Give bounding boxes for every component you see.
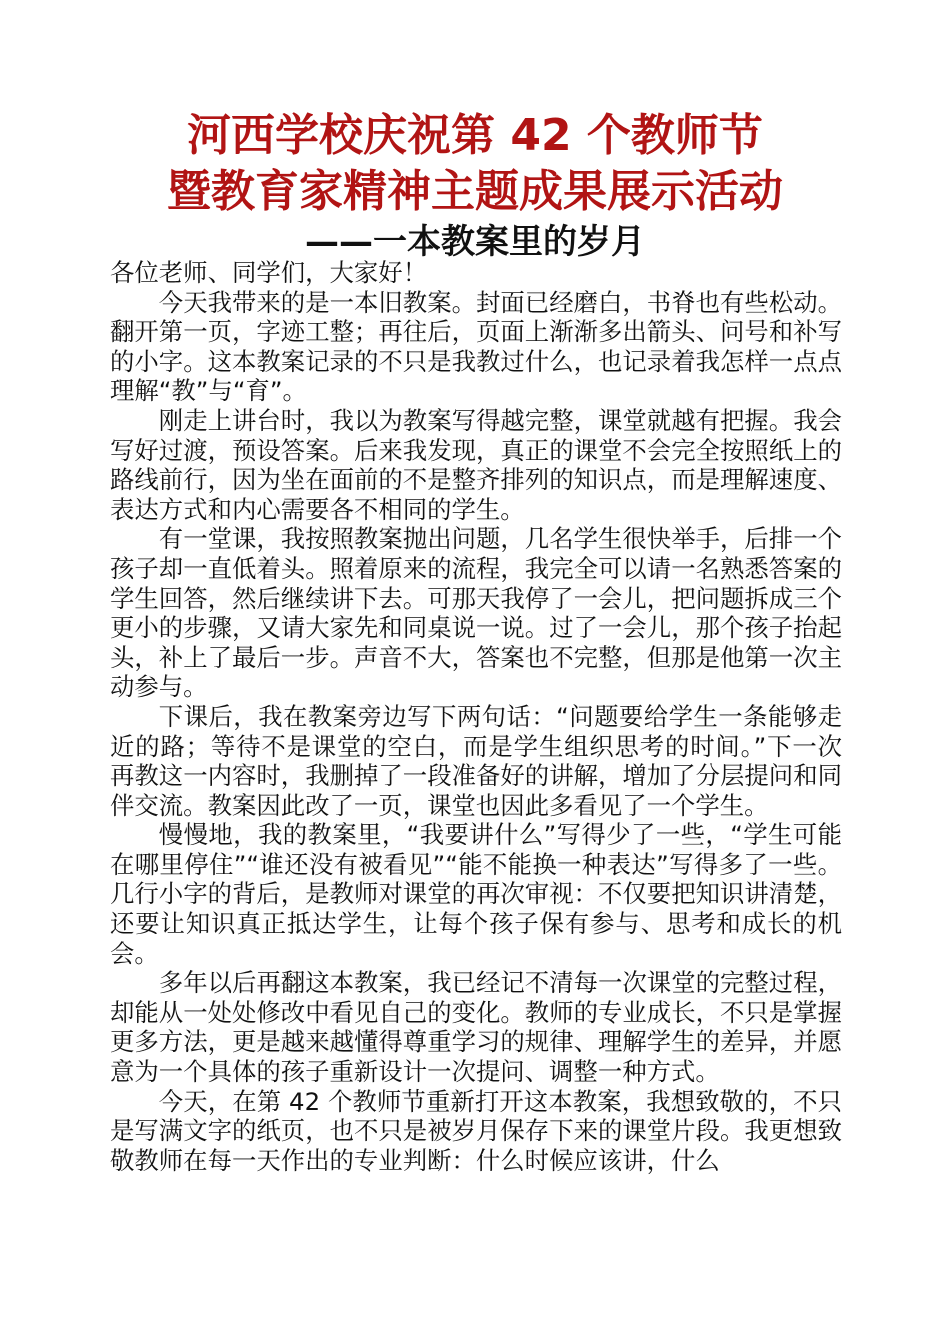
document-title-line-2: 暨教育家精神主题成果展示活动 bbox=[167, 166, 783, 217]
document-body bbox=[110, 258, 842, 1175]
paragraph: 今天我带来的是一本旧教案。封面已经磨白，书脊也有些松动。翻开第一页，字迹工整；再往后，页面上渐渐多出箭头、问号和补写的小字。这本教案记录的不只是我教过什么，也记录着我怎样一点点理解“教”与“育”。 bbox=[110, 287, 842, 406]
paragraph: 慢慢地，我的教案里，“我要讲什么”写得少了一些，“学生可能在哪里停住”“谁还没有被看见”“能不能换一种表达”写得多了一些。几行小字的背后，是教师对课堂的再次审视：不仅要把知识讲清楚，还要让知识真正抵达学生，让每个孩子保有参与、思考和成长的机会。 bbox=[110, 820, 842, 968]
greeting: 各位老师、同学们，大家好！ bbox=[110, 258, 428, 287]
paragraph: 刚走上讲台时，我以为教案写得越完整，课堂就越有把握。我会写好过渡，预设答案。后来我发现，真正的课堂不会完全按照纸上的路线前行，因为坐在面前的不是整齐排列的知识点，而是理解速度、表达方式和内心需要各不相同的学生。 bbox=[110, 405, 842, 524]
paragraph: 今天，在第 42 个教师节重新打开这本教案，我想致敬的，不只是写满文字的纸页，也不只是被岁月保存下来的课堂片段。我更想致敬教师在每一天作出的专业判断：什么时候应该讲，什么 bbox=[110, 1086, 842, 1175]
document-subtitle: ——一本教案里的岁月 bbox=[305, 222, 645, 262]
paragraph: 多年以后再翻这本教案，我已经记不清每一次课堂的完整过程，却能从一处处修改中看见自己的变化。教师的专业成长，不只是掌握更多方法，更是越来越懂得尊重学习的规律、理解学生的差异，并愿意为一个具体的孩子重新设计一次提问、调整一种方式。 bbox=[110, 968, 842, 1087]
paragraph: 下课后，我在教案旁边写下两句话：“问题要给学生一条能够走近的路；等待不是课堂的空白，而是学生组织思考的时间。”下一次再教这一内容时，我删掉了一段准备好的讲解，增加了分层提问和同伴交流。教案因此改了一页，课堂也因此多看见了一个学生。 bbox=[110, 701, 842, 820]
paragraph: 有一堂课，我按照教案抛出问题，几名学生很快举手，后排一个孩子却一直低着头。照着原来的流程，我完全可以请一名熟悉答案的学生回答，然后继续讲下去。可那天我停了一会儿，把问题拆成三个更小的步骤，又请大家先和同桌说一说。过了一会儿，那个孩子抬起头，补上了最后一步。声音不大，答案也不完整，但那是他第一次主动参与。 bbox=[110, 524, 842, 702]
document-title-line-1: 河西学校庆祝第 42 个教师节 bbox=[187, 110, 763, 161]
